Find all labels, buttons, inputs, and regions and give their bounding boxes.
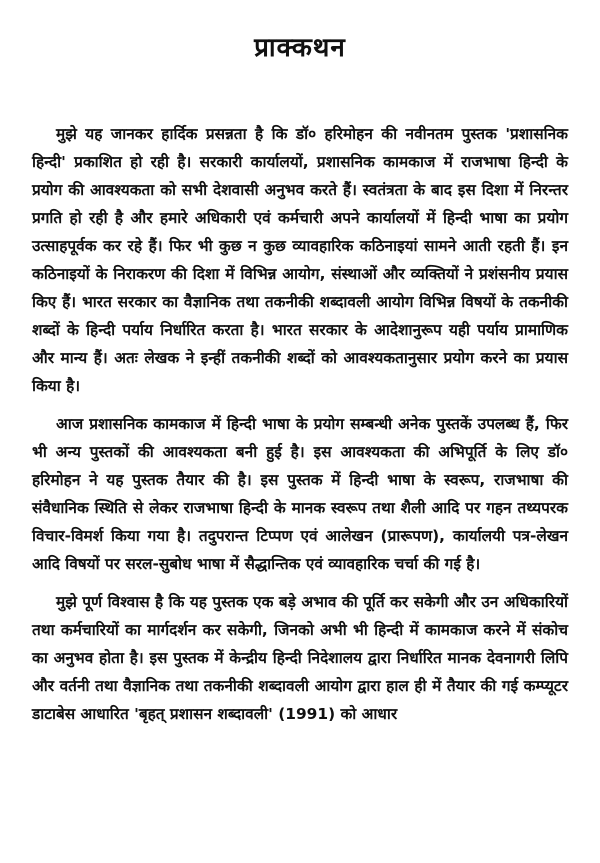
paragraph-1 [32, 120, 568, 400]
paragraph-text: मुझे पूर्ण विश्वास है कि यह पुस्तक एक बड़े अभाव की पूर्ति कर सकेगी और उन अधिकारियों तथा कर्मचारियों का मार्गदर्शन कर सकेगी, जिनको अभी भी हिन्दी में कामकाज करने में संकोच का अनुभव होता है। इस पुस्तक में केन्द्रीय हिन्दी निदेशालय द्वारा निर्धारित मानक देवनागरी लिपि और वर्तनी तथा वैज्ञानिक तथा तकनीकी शब्दावली आयोग द्वारा हाल ही में तैयार की गई कम्प्यूटर डाटाबेस आधारित 'बृहत् प्रशासन शब्दावली' (1991) को आधार [32, 593, 568, 723]
paragraph-2 [32, 410, 568, 578]
page-title: प्राक्कथन [254, 33, 346, 63]
paragraph-text: मुझे यह जानकर हार्दिक प्रसन्नता है कि डॉ० हरिमोहन की नवीनतम पुस्तक 'प्रशासनिक हिन्दी' प्रकाशित हो रही है। सरकारी कार्यालयों, प्रशासनिक कामकाज में राजभाषा हिन्दी के प्रयोग की आवश्यकता को सभी देशवासी अनुभव करते हैं। स्वतंत्रता के बाद इस दिशा में निरन्तर प्रगति हो रही है और हमारे अधिकारी एवं कर्मचारी अपने कार्यालयों में हिन्दी भाषा का प्रयोग उत्साहपूर्वक कर रहे हैं। फिर भी कुछ न कुछ व्यावहारिक कठिनाइयां सामने आती रहती हैं। इन कठिनाइयों के निराकरण की दिशा में विभिन्न आयोग, संस्थाओं और व्यक्तियों ने प्रशंसनीय प्रयास किए हैं। भारत सरकार का वैज्ञानिक तथा तकनीकी शब्दावली आयोग विभिन्न विषयों के तकनीकी शब्दों के हिन्दी पर्याय निर्धारित करता है। भारत सरकार के आदेशानुरूप यही पर्याय प्रामाणिक और मान्य हैं। अतः लेखक ने इन्हीं तकनीकी शब्दों को आवश्यकतानुसार प्रयोग करने का प्रयास किया है। [32, 125, 568, 395]
paragraph-text: आज प्रशासनिक कामकाज में हिन्दी भाषा के प्रयोग सम्बन्धी अनेक पुस्तकें उपलब्ध हैं, फिर भी अन्य पुस्तकों की आवश्यकता बनी हुई है। इस आवश्यकता की अभिपूर्ति के लिए डॉ० हरिमोहन ने यह पुस्तक तैयार की है। इस पुस्तक में हिन्दी भाषा के स्वरूप, राजभाषा की संवैधानिक स्थिति से लेकर राजभाषा हिन्दी के मानक स्वरूप तथा शैली आदि पर गहन तथ्यपरक विचार-विमर्श किया गया है। तदुपरान्त टिप्पण एवं आलेखन (प्रारूपण), कार्यालयी पत्र-लेखन आदि विषयों पर सरल-सुबोध भाषा में सैद्धान्तिक एवं व्यावहारिक चर्चा की गई है। [32, 415, 568, 573]
paragraph-3 [32, 588, 568, 728]
